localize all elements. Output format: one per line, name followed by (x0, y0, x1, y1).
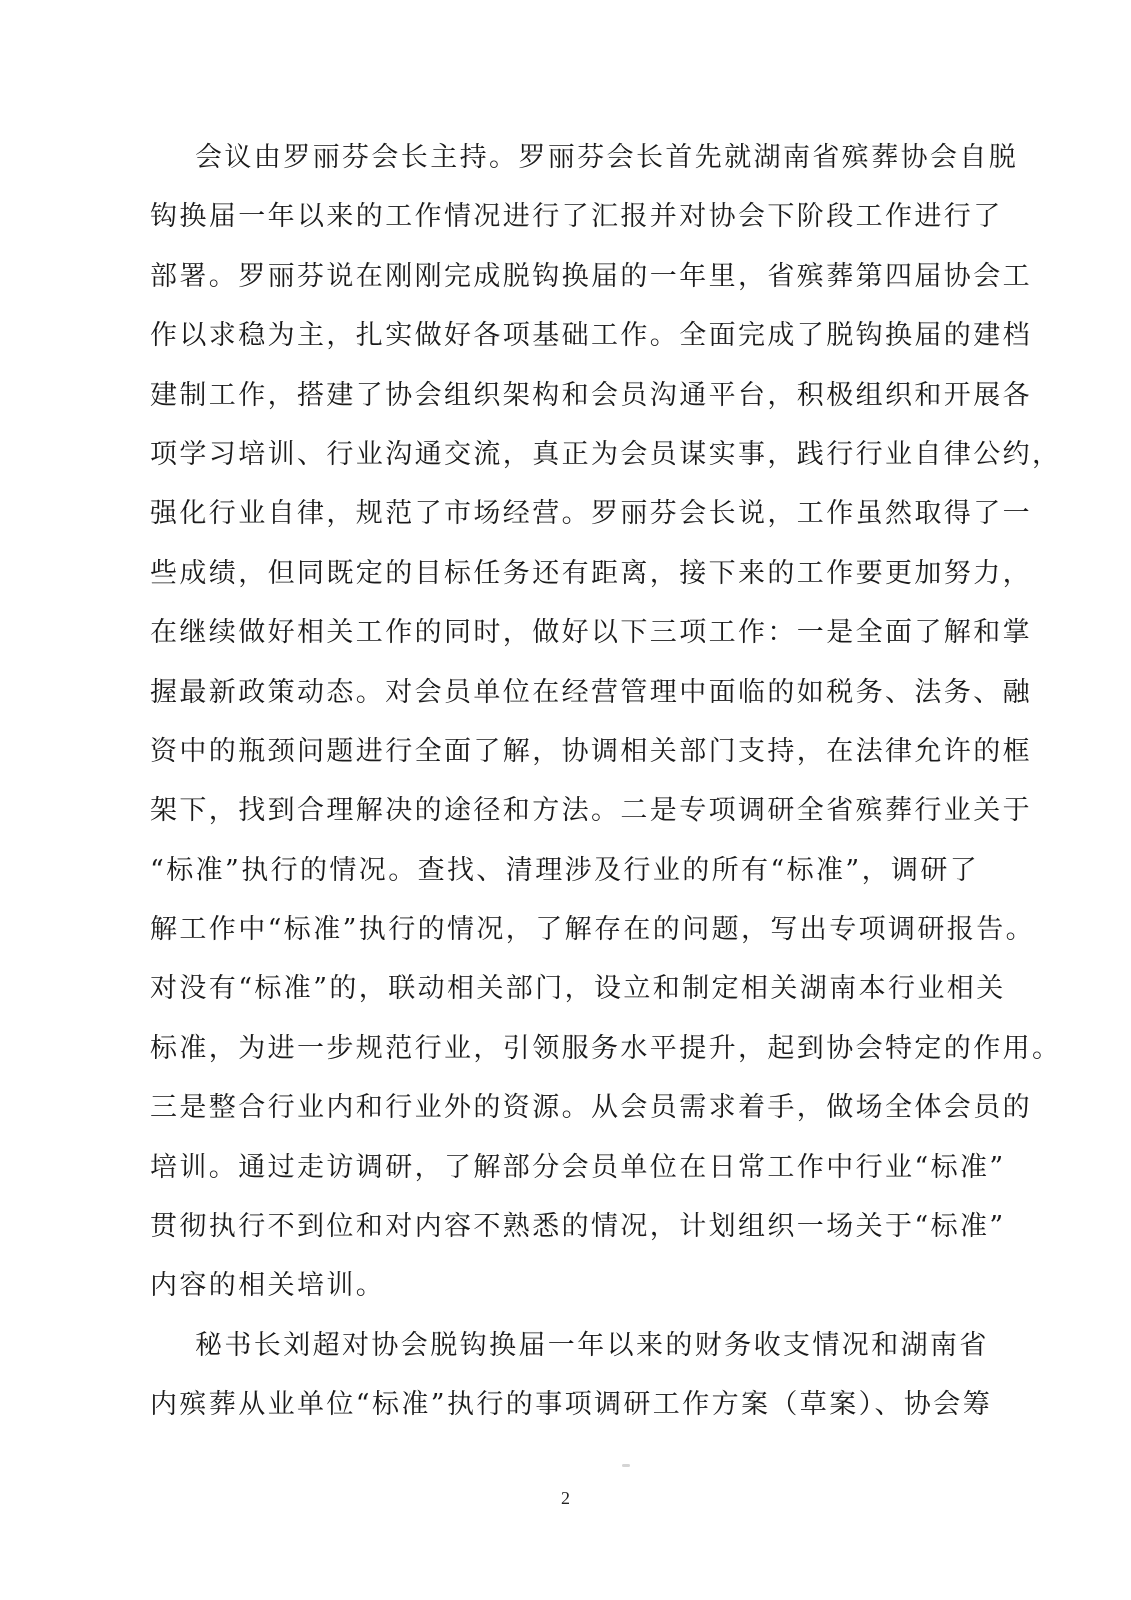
text-line: 内容的相关培训。 (150, 1270, 386, 1302)
text-line: 对没有“标准”的，联动相关部门，设立和制定相关湖南本行业相关 (150, 973, 1006, 1005)
text-line: 部署。罗丽芬说在刚刚完成脱钩换届的一年里，省殡葬第四届协会工 (150, 260, 1032, 292)
paragraph-secretary-report (150, 1316, 993, 1435)
text-line: 三是整合行业内和行业外的资源。从会员需求着手，做场全体会员的 (150, 1092, 1032, 1124)
paragraph-meeting-report (150, 128, 1062, 1316)
text-line: “标准”执行的情况。查找、清理涉及行业的所有“标准”，调研了 (150, 854, 980, 886)
text-line: 钩换届一年以来的工作情况进行了汇报并对协会下阶段工作进行了 (150, 201, 1003, 233)
text-line: 项学习培训、行业沟通交流，真正为会员谋实事，践行行业自律公约， (150, 438, 1062, 470)
text-line: 内殡葬从业单位“标准”执行的事项调研工作方案（草案）、协会筹 (150, 1389, 993, 1421)
text-line: 会议由罗丽芬会长主持。罗丽芬会长首先就湖南省殡葬协会自脱 (195, 142, 1019, 173)
text-line: 些成绩，但同既定的目标任务还有距离，接下来的工作要更加努力， (150, 557, 1032, 589)
text-line: 在继续做好相关工作的同时，做好以下三项工作：一是全面了解和掌 (150, 617, 1032, 649)
text-line: 贯彻执行不到位和对内容不熟悉的情况，计划组织一场关于“标准” (150, 1211, 1006, 1243)
text-line: 架下，找到合理解决的途径和方法。二是专项调研全省殡葬行业关于 (150, 795, 1032, 827)
text-line: 标准，为进一步规范行业，引领服务水平提升，起到协会特定的作用。 (150, 1032, 1062, 1064)
text-line: 建制工作，搭建了协会组织架构和会员沟通平台，积极组织和开展各 (150, 379, 1032, 411)
text-line: 解工作中“标准”执行的情况，了解存在的问题，写出专项调研报告。 (150, 914, 1036, 946)
scan-speck (622, 1464, 630, 1467)
text-line: 培训。通过走访调研，了解部分会员单位在日常工作中行业“标准” (150, 1151, 1006, 1183)
text-line: 秘书长刘超对协会脱钩换届一年以来的财务收支情况和湖南省 (195, 1329, 989, 1361)
text-line: 作以求稳为主，扎实做好各项基础工作。全面完成了脱钩换届的建档 (150, 320, 1032, 352)
document-body (150, 128, 1062, 1435)
page-number: 2 (561, 1488, 570, 1508)
text-line: 强化行业自律，规范了市场经营。罗丽芬会长说，工作虽然取得了一 (150, 498, 1032, 530)
text-line: 资中的瓶颈问题进行全面了解，协调相关部门支持，在法律允许的框 (150, 735, 1032, 767)
text-line: 握最新政策动态。对会员单位在经营管理中面临的如税务、法务、融 (150, 676, 1032, 708)
